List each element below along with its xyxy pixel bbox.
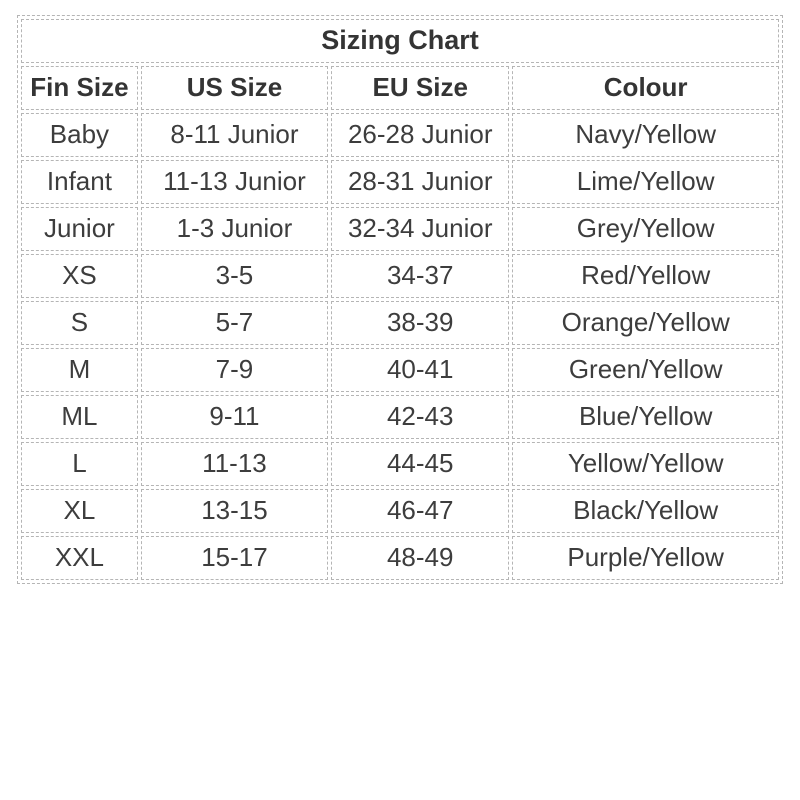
sizing-chart-table [17,15,783,584]
cell-eu-size: 46-47 [331,489,509,533]
cell-eu-size: 28-31 Junior [331,160,509,204]
cell-eu-size: 38-39 [331,301,509,345]
cell-us-size: 15-17 [141,536,328,580]
cell-us-size: 3-5 [141,254,328,298]
cell-colour: Orange/Yellow [512,301,779,345]
cell-us-size: 13-15 [141,489,328,533]
cell-fin-size: XXL [21,536,138,580]
cell-eu-size: 32-34 Junior [331,207,509,251]
cell-eu-size: 26-28 Junior [331,113,509,157]
cell-eu-size: 44-45 [331,442,509,486]
table-title-row [21,19,779,63]
cell-fin-size: Junior [21,207,138,251]
cell-colour: Lime/Yellow [512,160,779,204]
cell-us-size: 1-3 Junior [141,207,328,251]
cell-colour: Navy/Yellow [512,113,779,157]
cell-fin-size: XL [21,489,138,533]
cell-fin-size: ML [21,395,138,439]
cell-us-size: 8-11 Junior [141,113,328,157]
table-row [21,442,779,486]
cell-us-size: 11-13 [141,442,328,486]
table-row [21,536,779,580]
cell-colour: Yellow/Yellow [512,442,779,486]
cell-colour: Green/Yellow [512,348,779,392]
table-row [21,207,779,251]
cell-fin-size: S [21,301,138,345]
cell-us-size: 9-11 [141,395,328,439]
cell-eu-size: 40-41 [331,348,509,392]
table-row [21,113,779,157]
column-header-colour: Colour [512,66,779,110]
table-row [21,489,779,533]
cell-fin-size: Infant [21,160,138,204]
cell-us-size: 11-13 Junior [141,160,328,204]
cell-eu-size: 48-49 [331,536,509,580]
cell-fin-size: L [21,442,138,486]
cell-colour: Blue/Yellow [512,395,779,439]
cell-us-size: 5-7 [141,301,328,345]
column-header-fin-size: Fin Size [21,66,138,110]
table-row [21,160,779,204]
table-header-row [21,66,779,110]
cell-fin-size: M [21,348,138,392]
table-row [21,301,779,345]
cell-colour: Grey/Yellow [512,207,779,251]
cell-us-size: 7-9 [141,348,328,392]
cell-colour: Red/Yellow [512,254,779,298]
table-title: Sizing Chart [21,19,779,63]
cell-colour: Purple/Yellow [512,536,779,580]
cell-eu-size: 34-37 [331,254,509,298]
column-header-us-size: US Size [141,66,328,110]
column-header-eu-size: EU Size [331,66,509,110]
cell-colour: Black/Yellow [512,489,779,533]
table-row [21,395,779,439]
cell-fin-size: Baby [21,113,138,157]
table-row [21,348,779,392]
table-row [21,254,779,298]
cell-fin-size: XS [21,254,138,298]
cell-eu-size: 42-43 [331,395,509,439]
